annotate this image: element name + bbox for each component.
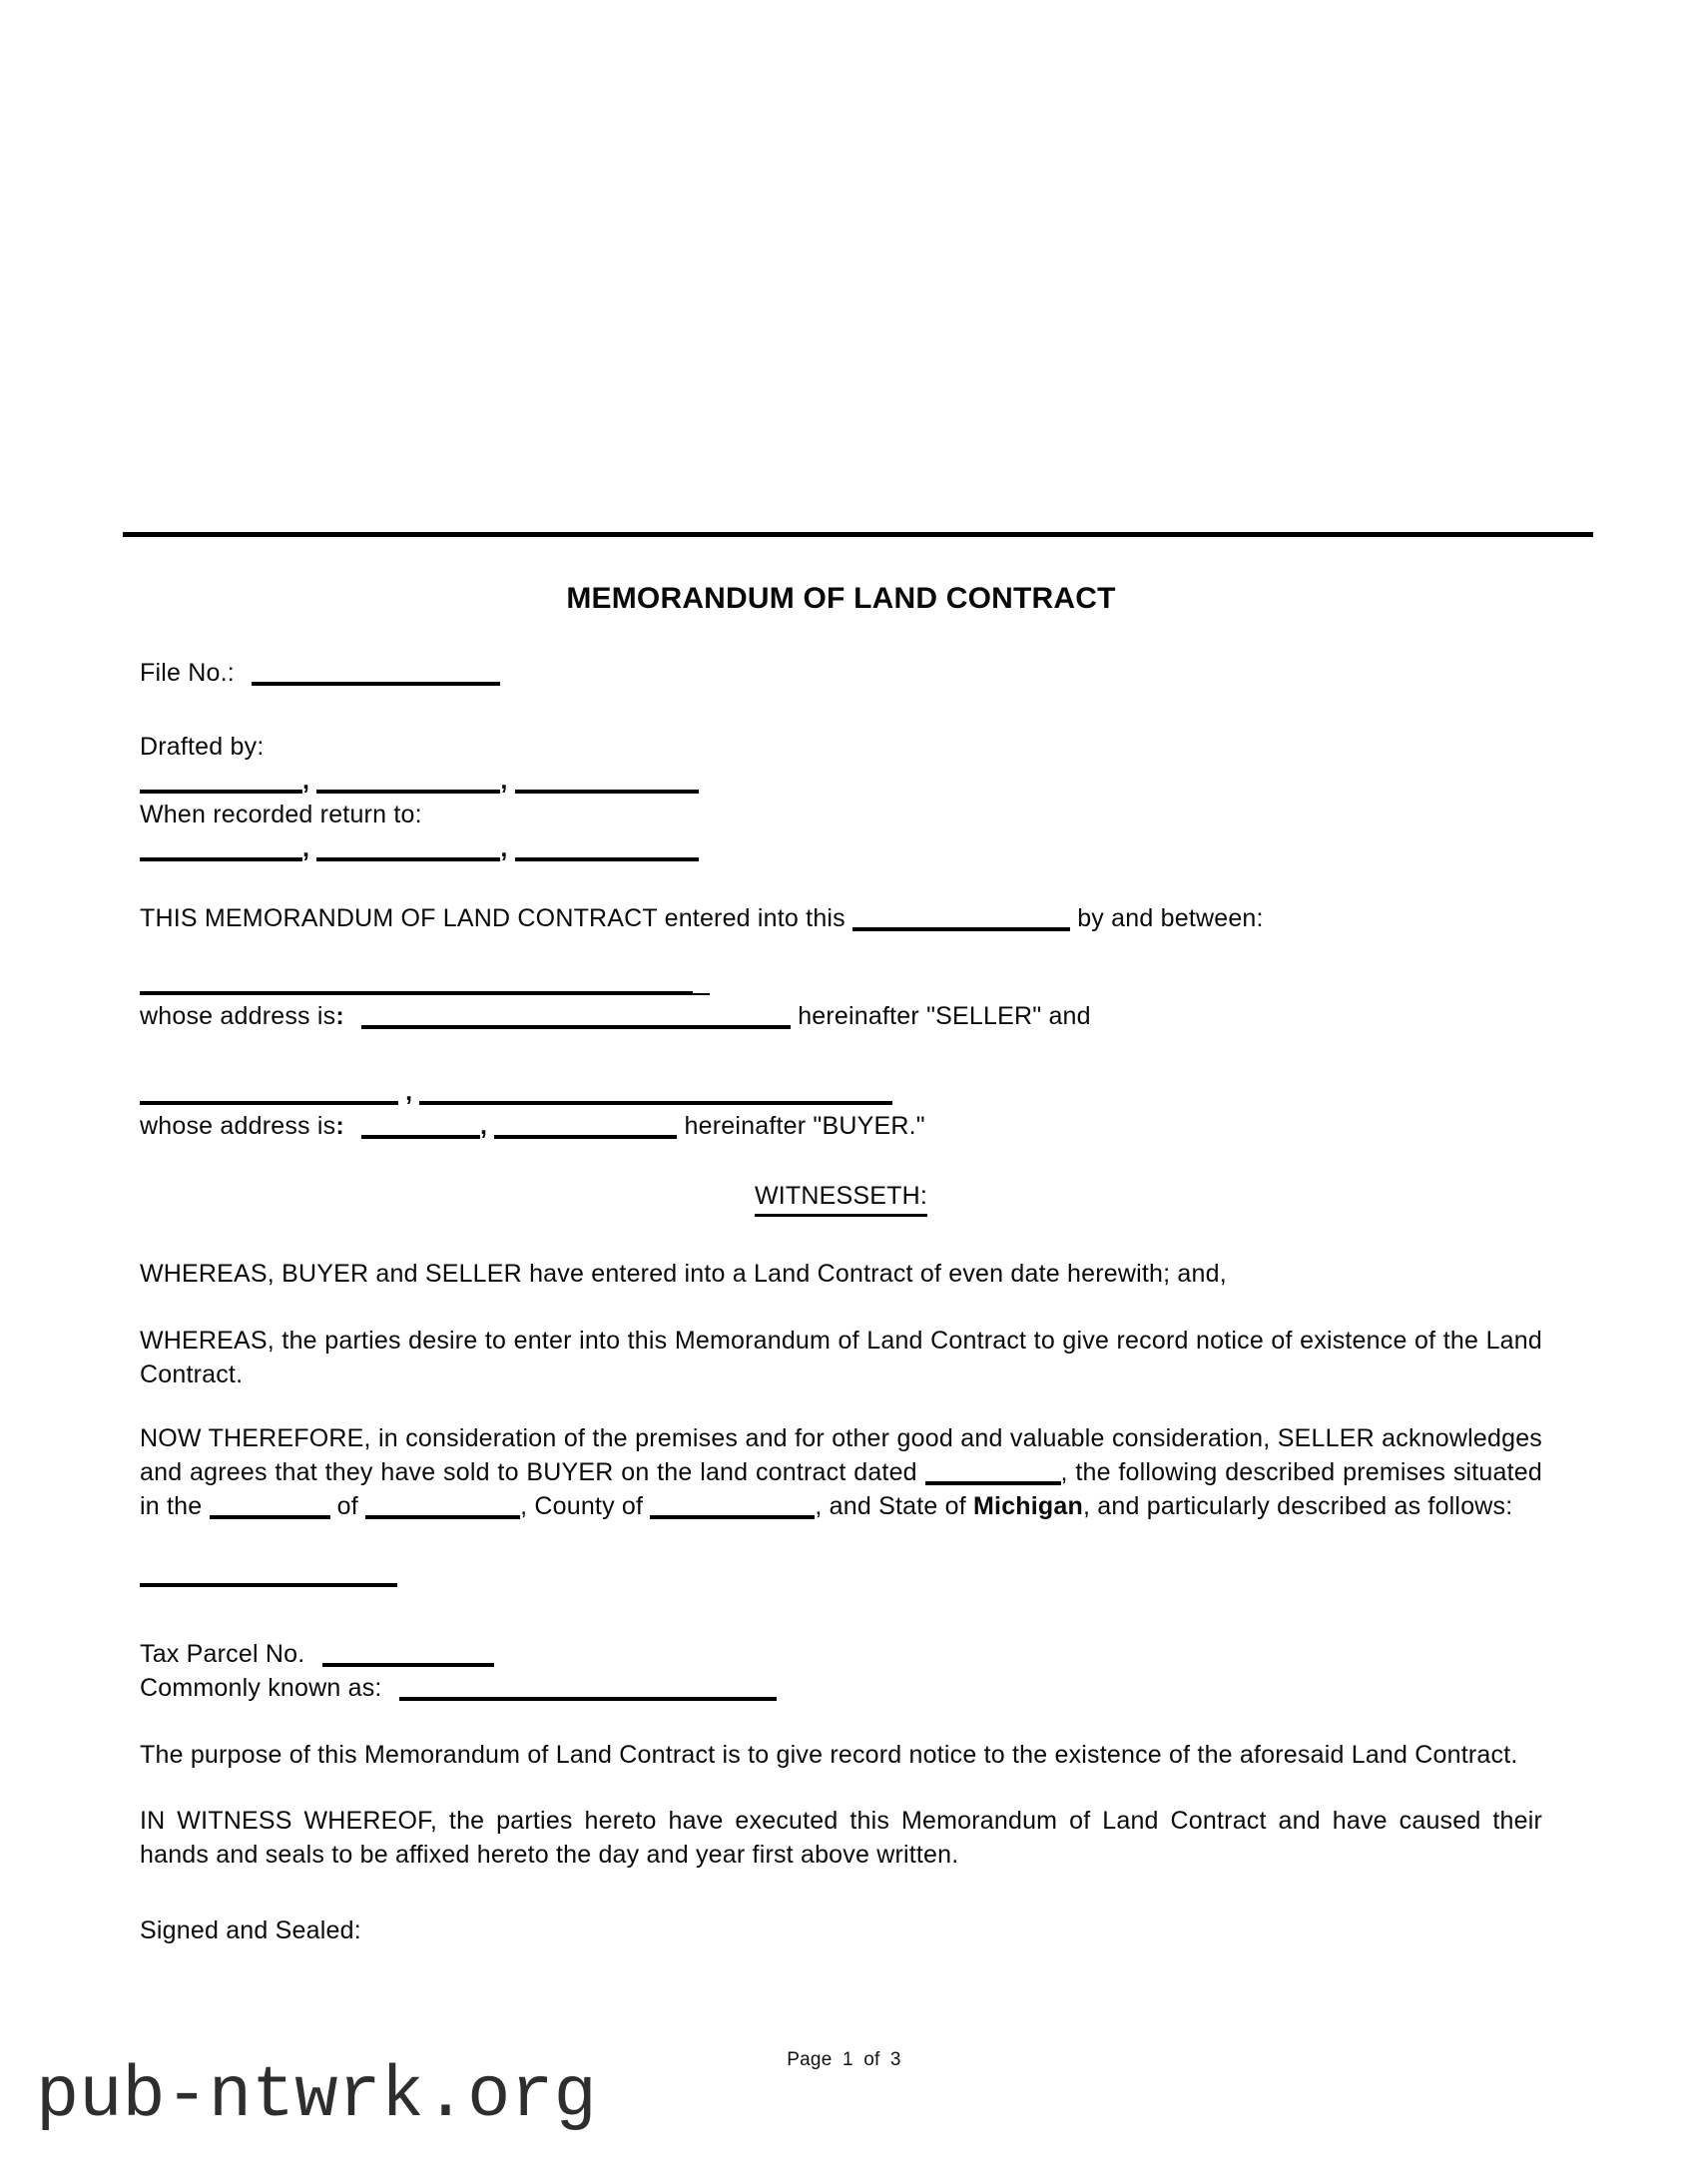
intro-row (140, 901, 1542, 935)
in-witness-paragraph: IN WITNESS WHEREOF, the parties hereto have executed this Memorandum of Land Contract and have caused their hands and seals to be affixed hereto the day and year first above written. (140, 1807, 1542, 1869)
return-to-city-blank[interactable] (515, 835, 699, 861)
buyer-address-blank[interactable] (361, 1113, 480, 1139)
seller-hereinafter-text: hereinafter "SELLER" and (798, 1002, 1091, 1030)
separator-comma: , (480, 1112, 488, 1140)
seller-address-colon: : (335, 1002, 344, 1030)
now-therefore-after-of: , County of (520, 1492, 644, 1520)
drafted-by-address-blank[interactable] (316, 768, 500, 794)
commonly-known-blank[interactable] (399, 1675, 777, 1701)
witnesseth-row (140, 1179, 1542, 1217)
tax-parcel-blank[interactable] (322, 1641, 494, 1667)
municipality-name-blank[interactable] (365, 1493, 520, 1519)
buyer-hereinafter-text: hereinafter "BUYER." (684, 1112, 925, 1140)
seller-name-blank-tail (693, 971, 710, 995)
whereas-second-paragraph: WHEREAS, the parties desire to enter into this Memorandum of Land Contract to give record notice of existence of the Land Contract. (140, 1327, 1542, 1388)
buyer-name-blank[interactable] (140, 1079, 398, 1105)
legal-description-row (140, 1557, 1542, 1591)
drafted-by-label: Drafted by: (140, 733, 265, 761)
document-content (140, 579, 1542, 1947)
separator-comma: , (302, 834, 310, 862)
drafted-by-blanks-row (140, 764, 1542, 798)
contract-date-blank[interactable] (852, 905, 1070, 931)
tax-parcel-label: Tax Parcel No. (140, 1640, 305, 1668)
state-name-bold: Michigan (973, 1492, 1083, 1520)
now-therefore-paragraph (140, 1421, 1542, 1523)
now-therefore-after-county: , and State of (815, 1492, 966, 1520)
whereas-first-paragraph: WHEREAS, BUYER and SELLER have entered into a Land Contract of even date herewith; and, (140, 1260, 1227, 1288)
return-to-address-blank[interactable] (316, 835, 500, 861)
document-title: MEMORANDUM OF LAND CONTRACT (566, 582, 1116, 615)
commonly-known-row (140, 1671, 1542, 1705)
signed-sealed-label: Signed and Sealed: (140, 1916, 361, 1944)
seller-address-label: whose address is (140, 1002, 336, 1030)
when-recorded-row (140, 798, 1542, 831)
buyer-address-label: whose address is (140, 1112, 336, 1140)
tax-parcel-row (140, 1637, 1542, 1671)
municipality-type-blank[interactable] (210, 1493, 330, 1519)
when-recorded-label: When recorded return to: (140, 801, 422, 828)
buyer-name-row (140, 1075, 1542, 1109)
separator-comma: , (302, 767, 310, 795)
seller-address-blank[interactable] (361, 1003, 791, 1029)
buyer-address-colon: : (335, 1112, 344, 1140)
drafted-by-row (140, 730, 1542, 764)
file-no-label: File No.: (140, 659, 235, 687)
commonly-known-label: Commonly known as: (140, 1674, 382, 1702)
now-therefore-of-word: of (336, 1492, 358, 1520)
header-rule (123, 532, 1593, 537)
land-contract-date-blank[interactable] (925, 1459, 1061, 1485)
now-therefore-lead: NOW THEREFORE, in consideration of the premises and for other good and valuable consideration, SELLER acknowledges and agrees that they have sold to BUYER on the land contract dated (140, 1424, 1542, 1486)
seller-name-blank[interactable] (140, 969, 693, 995)
intro-pre-text: THIS MEMORANDUM OF LAND CONTRACT entered into this (140, 904, 845, 932)
buyer-city-blank[interactable] (494, 1113, 677, 1139)
county-name-blank[interactable] (650, 1493, 815, 1519)
drafted-by-city-blank[interactable] (515, 768, 699, 794)
separator-comma: , (500, 834, 508, 862)
when-recorded-blanks-row (140, 831, 1542, 865)
legal-description-blank[interactable] (140, 1561, 397, 1587)
return-to-name-blank[interactable] (140, 835, 302, 861)
witnesseth-heading: WITNESSETH: (755, 1179, 927, 1217)
file-no-row (140, 656, 1542, 690)
separator-comma: , (405, 1078, 413, 1106)
drafted-by-name-blank[interactable] (140, 768, 302, 794)
buyer-name-blank-2[interactable] (419, 1079, 892, 1105)
purpose-paragraph: The purpose of this Memorandum of Land Contract is to give record notice to the existence of the aforesaid Land Contract. (140, 1741, 1518, 1769)
now-therefore-after-dated: , the following described premises situated in the (140, 1458, 1542, 1520)
seller-address-row (140, 999, 1542, 1033)
now-therefore-tail: , and particularly described as follows: (1082, 1492, 1513, 1520)
seller-name-row (140, 965, 1542, 999)
buyer-address-row (140, 1109, 1542, 1143)
signed-sealed-row (140, 1913, 1542, 1947)
intro-post-text: by and between: (1077, 904, 1264, 932)
page-number: Page 1 of 3 (787, 2049, 901, 2070)
file-no-blank[interactable] (252, 660, 500, 686)
separator-comma: , (500, 767, 508, 795)
watermark-text: pub-ntwrk.org (36, 2055, 597, 2137)
